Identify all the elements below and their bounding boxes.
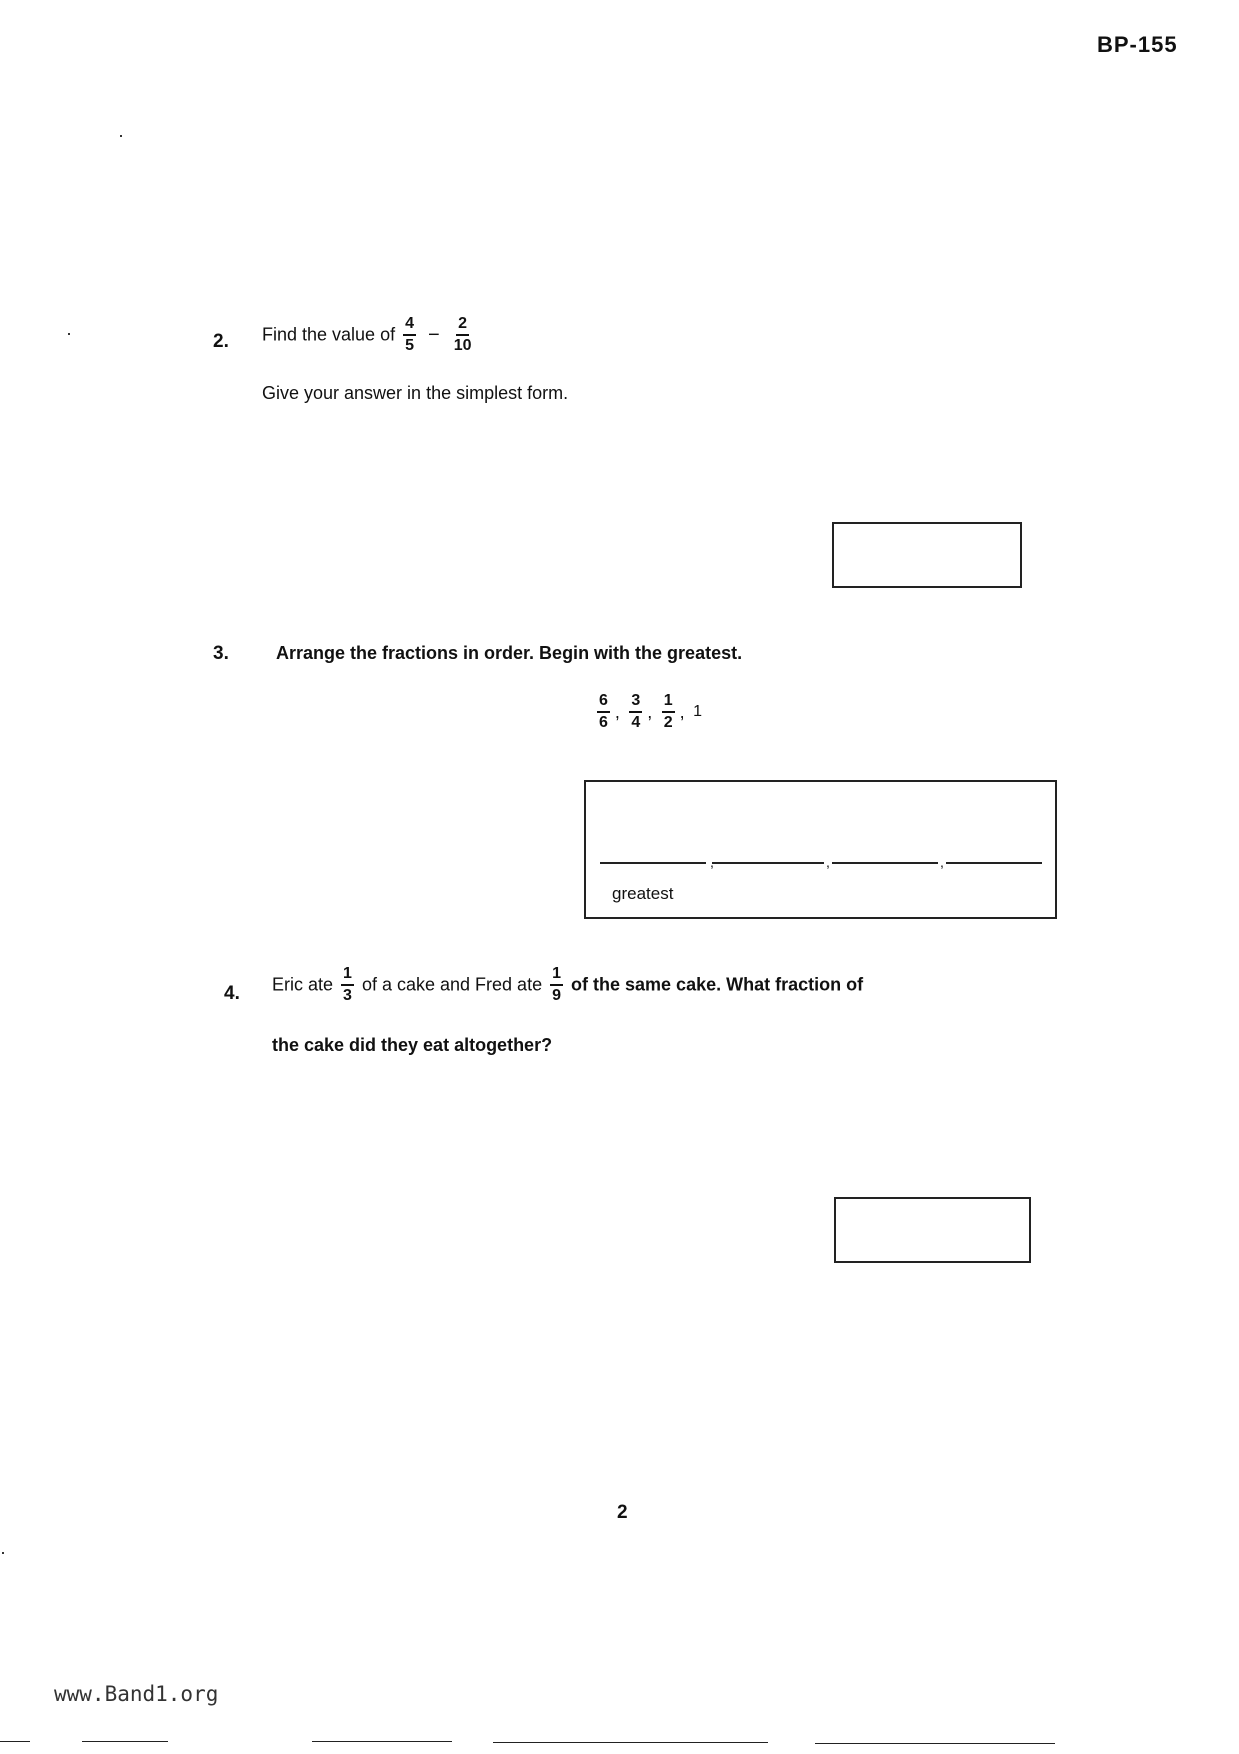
fraction-one-half: $\frac{1}{2}$ — [663, 692, 673, 731]
answer-blank-1[interactable] — [600, 862, 706, 864]
comma-separator: , — [940, 854, 944, 870]
scan-speck — [68, 333, 70, 335]
fraction-two-tenths: $\frac{2}{10}$ — [453, 315, 472, 354]
question-2-instruction: Give your answer in the simplest form. — [262, 383, 569, 403]
fraction-six-sixths: $\frac{6}{6}$ — [599, 692, 608, 731]
comma-separator: , — [826, 854, 830, 870]
footer-rule — [82, 1741, 168, 1742]
question-3-answer-box — [584, 780, 1057, 919]
question-4-number: 4. — [224, 983, 240, 1004]
question-4-prompt: Eric ate $\frac{1}{3}$ of a cake and Fred ate $\frac{1}{9}$ of the same cake. What fraction of — [272, 965, 864, 1004]
scan-speck — [2, 1552, 4, 1554]
document-code: BP-155 — [1097, 32, 1178, 57]
watermark-url: www.Band1.org — [54, 1682, 219, 1706]
footer-rule — [815, 1743, 1055, 1744]
fraction-four-fifths: $\frac{4}{5}$ — [405, 315, 415, 354]
page-number: 2 — [617, 1502, 628, 1523]
fraction-one-third: $\frac{1}{3}$ — [343, 965, 352, 1004]
question-2-number: 2. — [213, 331, 229, 352]
answer-blank-2[interactable] — [712, 862, 824, 864]
footer-rule — [312, 1741, 452, 1742]
fraction-three-quarters: $\frac{3}{4}$ — [631, 692, 641, 731]
question-3-fraction-list: $\frac{6}{6}$ , $\frac{3}{4}$ , $\frac{1}{2}$ , 1 — [599, 692, 703, 731]
answer-blank-3[interactable] — [832, 862, 938, 864]
fraction-one-ninth: $\frac{1}{9}$ — [552, 965, 562, 1004]
question-2-text: Find the value of — [262, 324, 396, 345]
question-2-answer-box[interactable] — [832, 522, 1022, 588]
question-4-answer-box[interactable] — [834, 1197, 1031, 1263]
greatest-label: greatest — [612, 884, 674, 903]
minus-sign: − — [428, 323, 440, 346]
question-4-text-line2: the cake did they eat altogether? — [272, 1035, 553, 1055]
question-3-number: 3. — [213, 643, 229, 664]
answer-blank-4[interactable] — [946, 862, 1042, 864]
footer-rule — [0, 1741, 30, 1742]
footer-rule — [493, 1742, 768, 1743]
question-2-prompt — [262, 316, 477, 354]
comma-separator: , — [710, 854, 714, 870]
scan-speck — [120, 135, 122, 137]
whole-number-one: 1 — [693, 703, 703, 720]
question-3-text: Arrange the fractions in order. Begin with the greatest. — [276, 643, 743, 663]
